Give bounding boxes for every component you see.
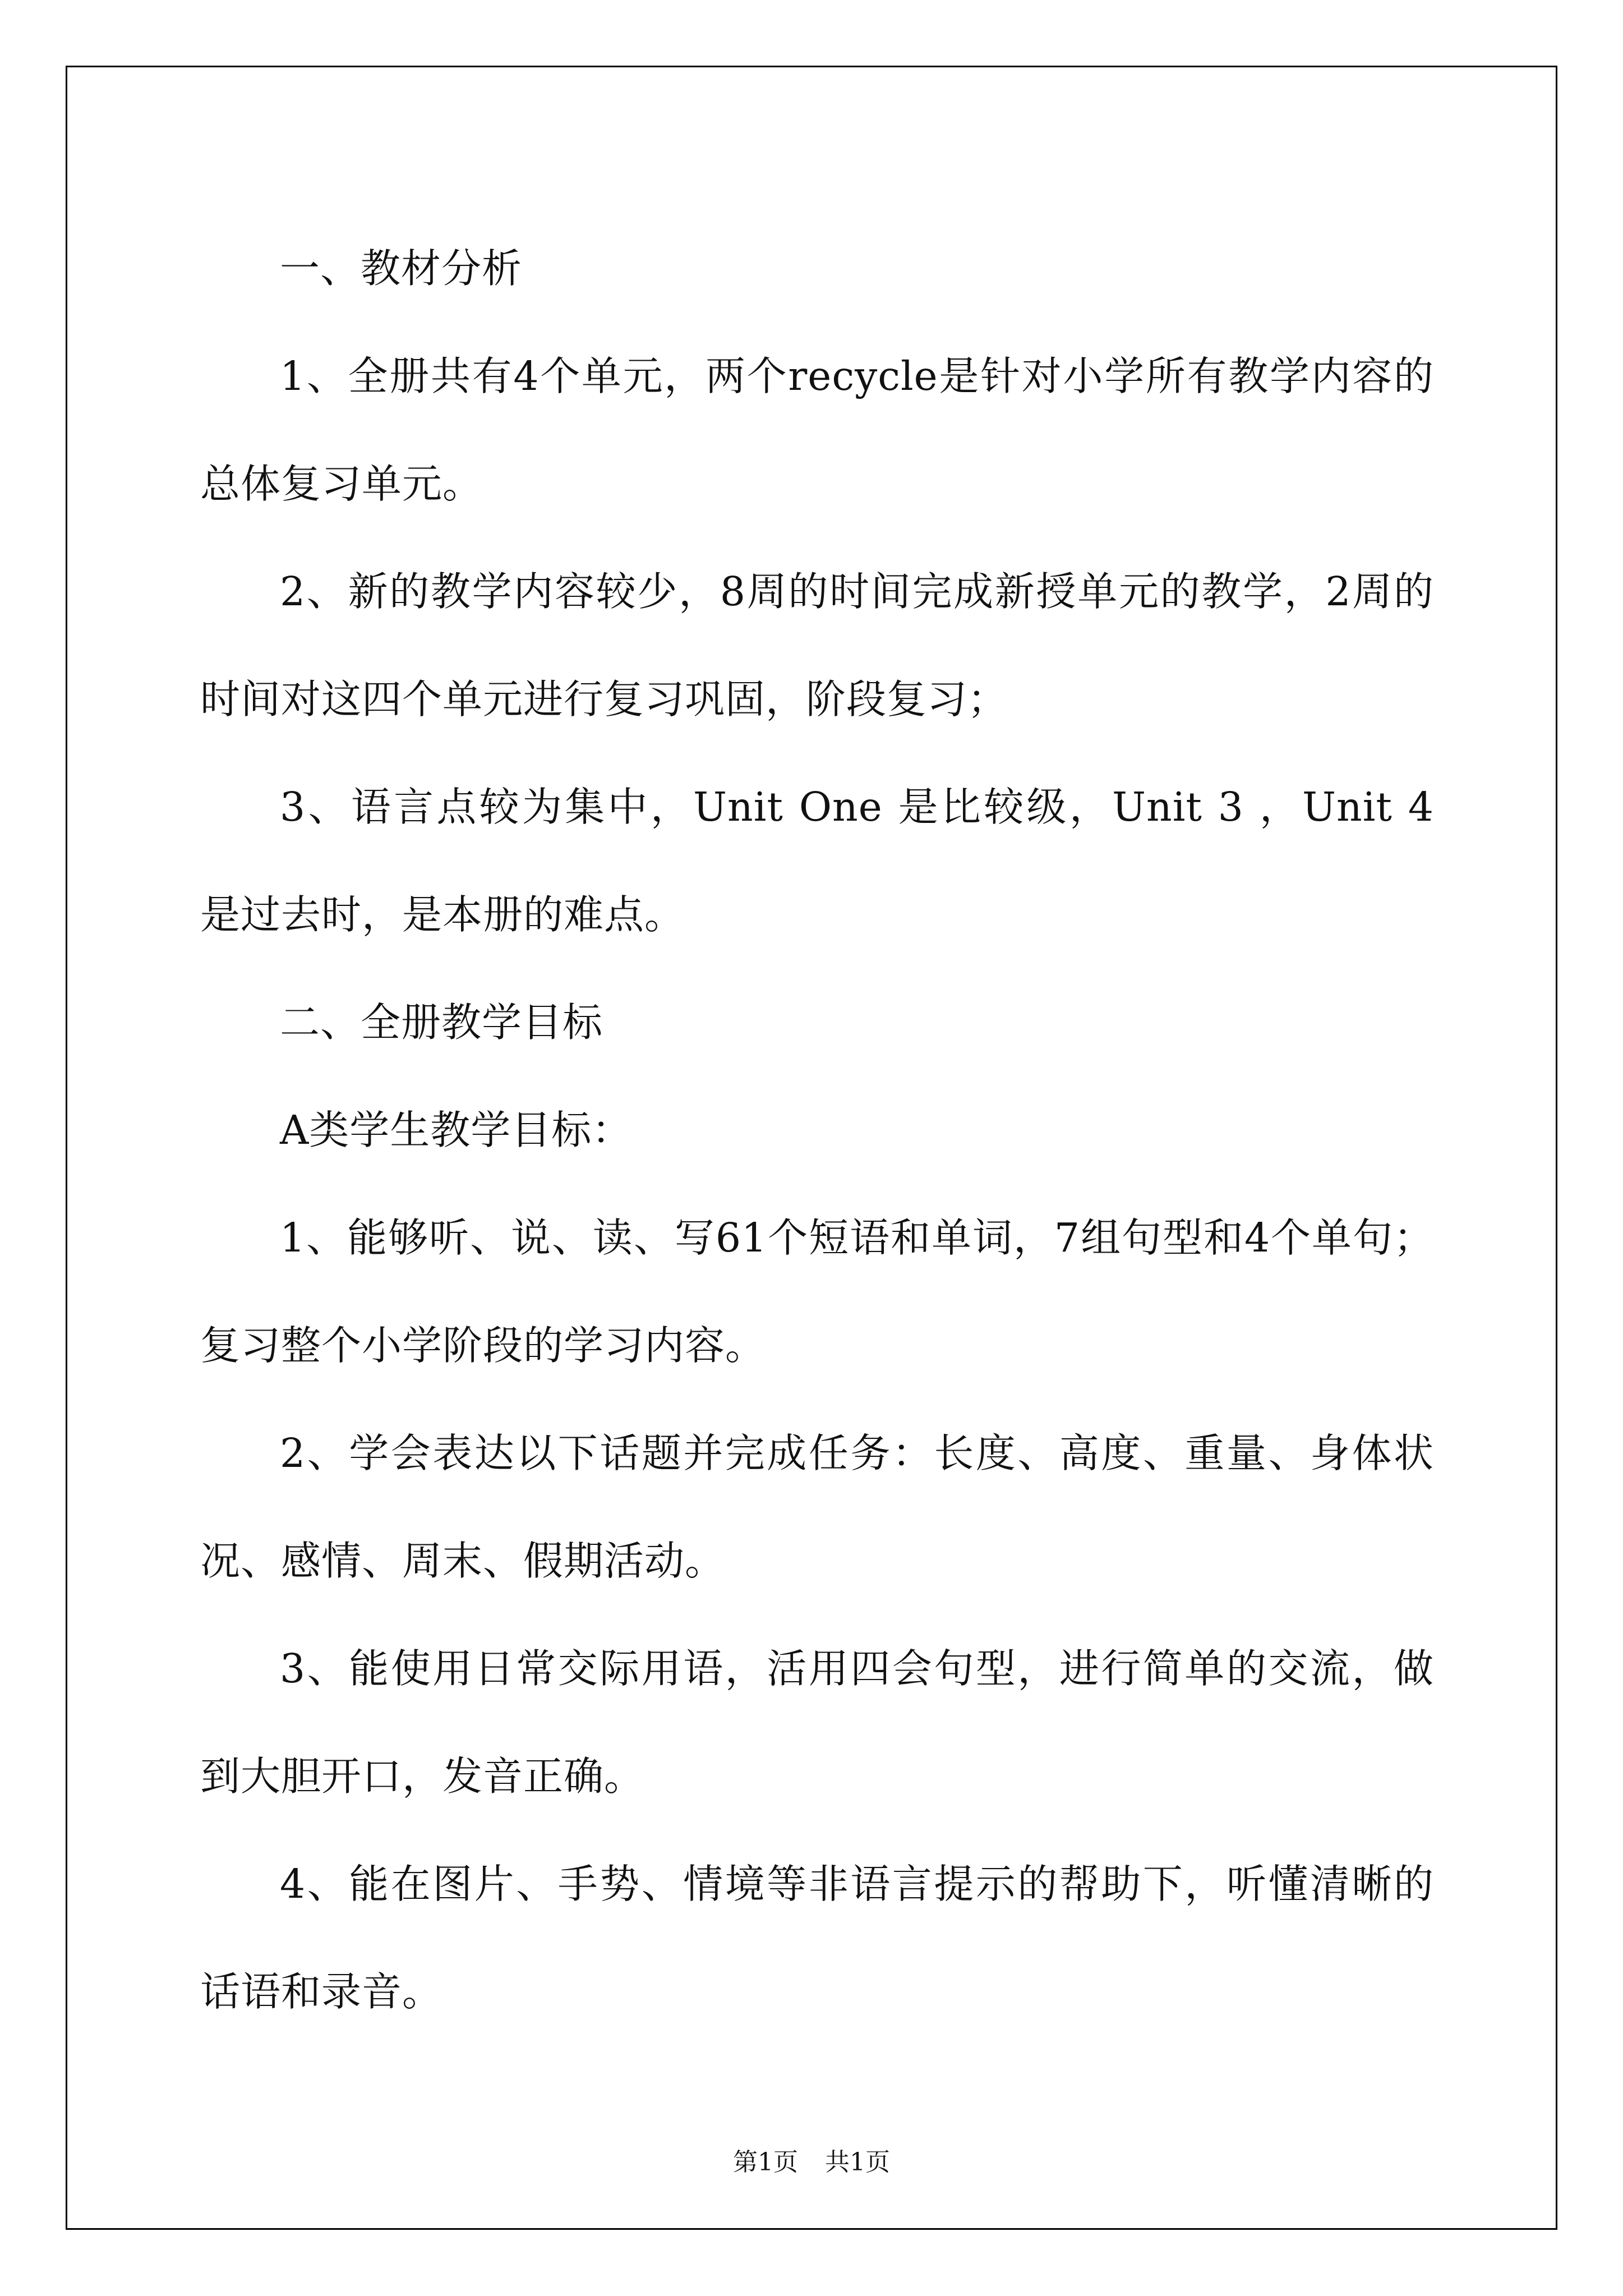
- paragraph-units-overview: 1、全册共有4个单元，两个recycle是针对小学所有教学内容的总体复习单元。: [200, 353, 1434, 507]
- paragraph-goal-1: 1、能够听、说、读、写61个短语和单词，7组句型和4个单句；复习整个小学阶段的学习内容。: [200, 1214, 1434, 1369]
- paragraph-goal-4: 4、能在图片、手势、情境等非语言提示的帮助下，听懂清晰的话语和录音。: [200, 1861, 1434, 2015]
- subheading-class-a-goals: A类学生教学目标：: [280, 1107, 633, 1153]
- page-footer: [0, 2146, 1623, 2179]
- section-heading-textbook-analysis: 一、教材分析: [280, 245, 523, 292]
- page-number-current: 第1页: [733, 2148, 798, 2177]
- document-body: [200, 215, 1434, 2046]
- section-heading-teaching-goals: 二、全册教学目标: [280, 999, 603, 1046]
- paragraph-schedule: 2、新的教学内容较少，8周的时间完成新授单元的教学，2周的时间对这四个单元进行复习巩固，阶段复习；: [200, 568, 1434, 723]
- paragraph-language-points: 3、语言点较为集中，Unit One 是比较级，Unit 3 ，Unit 4 是过去时，是本册的难点。: [200, 784, 1434, 938]
- paragraph-goal-2: 2、学会表达以下话题并完成任务：长度、高度、重量、身体状况、感情、周末、假期活动。: [200, 1430, 1434, 1584]
- paragraph-goal-3: 3、能使用日常交际用语，活用四会句型，进行简单的交流，做到大胆开口，发音正确。: [200, 1645, 1434, 1800]
- page-number-total: 共1页: [825, 2148, 890, 2177]
